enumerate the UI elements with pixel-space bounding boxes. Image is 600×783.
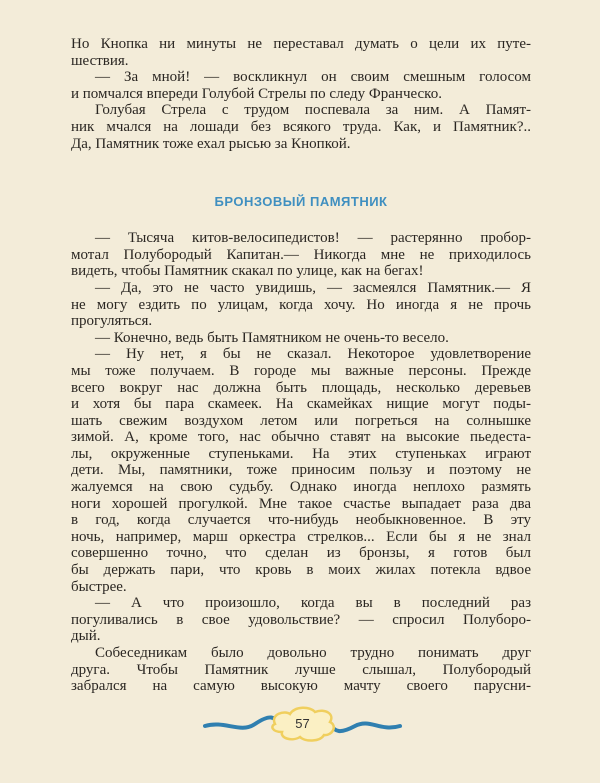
text-line: прогуляться. [71,313,153,330]
paragraph [71,280,531,330]
text-line: забрался на самую высокую мачту своего парусни- [71,678,531,695]
text-line: шествия. [71,52,129,69]
text-line: дети. Мы, памятники, тоже приносим пользу и поэтому не [71,462,531,479]
text-line: Собеседникам было довольно трудно понимать друг [95,645,531,661]
text-line: ник мчался на лошади без всякого труда. Как, и Памятник?.. [71,118,531,135]
paragraph [71,595,531,645]
paragraph [71,102,531,152]
paragraph [71,346,531,595]
text-line: Да, Памятник тоже ехал рысью за Кнопкой. [71,135,351,152]
text-line: зимой. А, кроме того, нас обычно ставят на высокие пьедеста- [71,429,531,446]
text-line: Голубая Стрела с трудом поспевала за ним. А Памят- [95,102,531,119]
page-number-ornament [200,704,405,744]
text-line: совершенно точно, что сделан из бронзы, я готов был [71,545,531,562]
text-line: мотал Полубородый Капитан.— Никогда мне не приходилось [71,246,531,263]
text-line: мы тоже получаем. В городе мы важные персоны. Прежде [71,362,531,379]
text-line: ноги хорошей прогулкой. Мне такое счастье выпадает раза два [71,495,531,512]
text-line: — За мной! — воскликнул он своим смешным голосом [95,69,531,86]
text-line: Но Кнопка ни минуты не переставал думать о цели их путе- [71,36,531,52]
text-line: и хотя бы пара скамеек. На скамейках нищие могут поды- [71,396,531,413]
text-line: лы, окруженные ступеньками. На этих ступеньках играют [71,445,531,462]
text-line: в год, когда случается что-нибудь необыкновенное. В эту [71,512,531,529]
paragraph [71,330,531,347]
text-line: шать свежим воздухом летом или погреться на солнышке [71,412,531,429]
text-line: погуливались в свое удовольствие? — спросил Полуборо- [71,611,531,628]
text-block-top [71,36,531,152]
text-line: — Тысяча китов-велосипедистов! — растерянно пробор- [95,230,531,247]
text-line: всего вокруг нас должна быть площадь, несколько деревьев [71,379,531,396]
chapter-title: БРОНЗОВЫЙ ПАМЯТНИК [214,194,388,210]
text-line: бы держать пари, что кровь в моих жилах потекла вдвое [71,562,531,579]
text-line: жалуемся на свою судьбу. Однако иногда неплохо размять [71,479,531,496]
text-line: видеть, чтобы Памятник скакал по улице, как на бегах! [71,263,424,280]
text-block-chapter [71,230,531,695]
text-line: и помчался впереди Голубой Стрелы по следу Франческо. [71,85,442,102]
paragraph [71,645,531,695]
text-line: — Конечно, ведь быть Памятником не очень-то весело. [95,329,449,346]
text-line: друга. Чтобы Памятник лучше слышал, Полубородый [71,661,531,678]
text-line: ночь, например, марш оркестра стрелков... Если бы я не знал [71,528,531,545]
page-number: 57 [295,716,310,731]
text-line: не могу ездить по улицам, когда хочу. Но иногда я не прочь [71,296,531,313]
text-line: дый. [71,628,101,645]
text-line: — А что произошло, когда вы в последний раз [95,595,531,612]
text-line: быстрее. [71,578,127,595]
book-page [71,36,531,695]
text-line: — Ну нет, я бы не сказал. Некоторое удовлетворение [95,346,531,363]
text-line: — Да, это не часто увидишь, — засмеялся Памятник.— Я [95,279,531,296]
paragraph [71,36,531,69]
paragraph [71,230,531,280]
paragraph [71,69,531,102]
